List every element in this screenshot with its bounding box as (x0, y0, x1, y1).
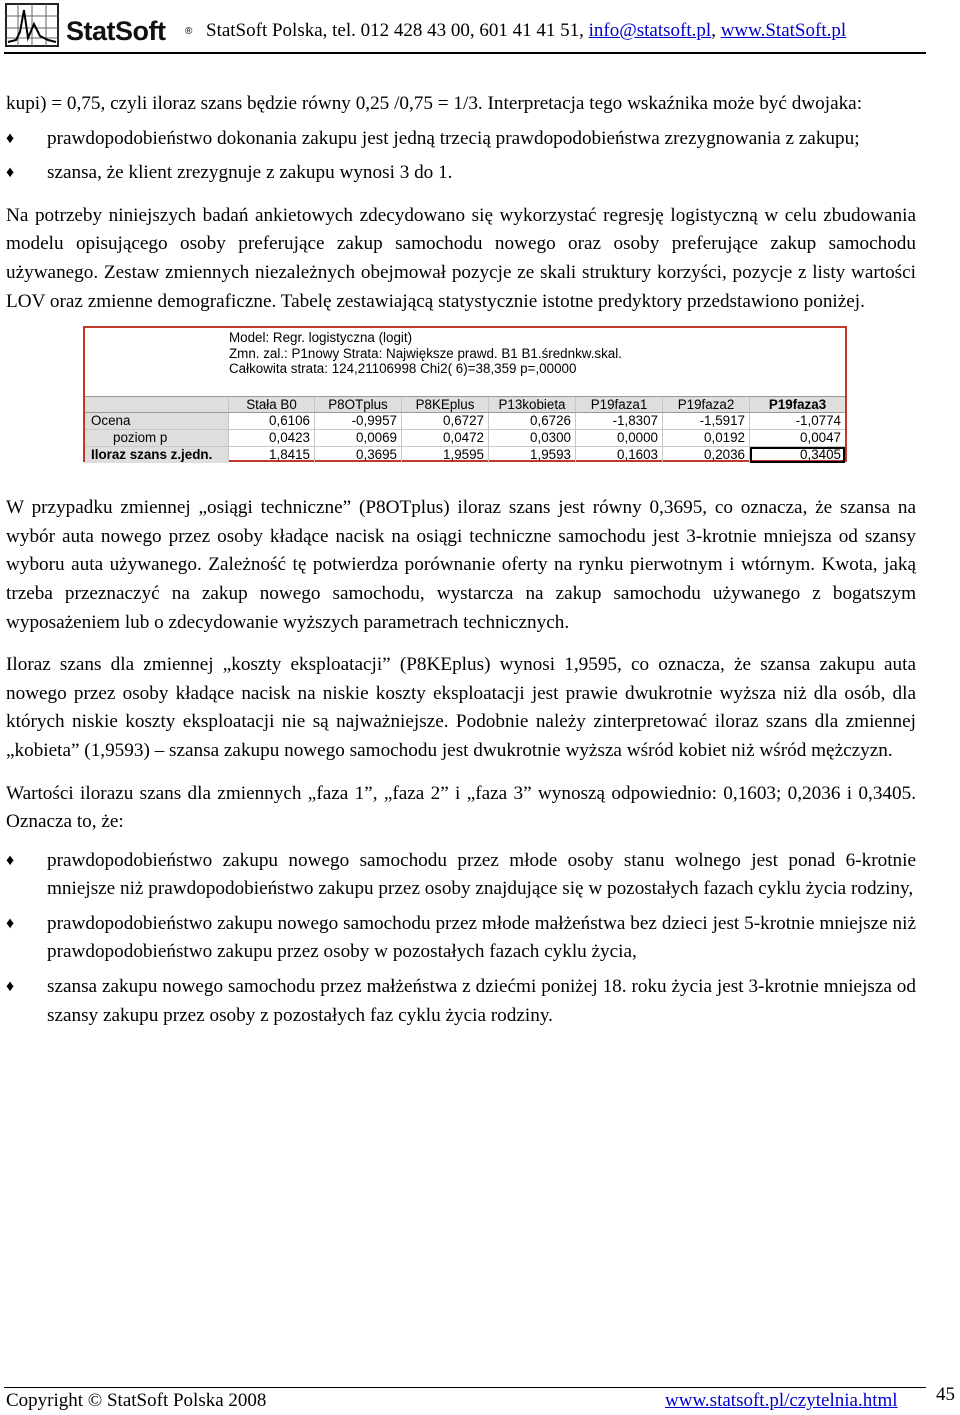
results-table-wrap (6, 326, 916, 463)
column-header: P19faza3 (768, 397, 827, 413)
paragraph-p8otplus: W przypadku zmiennej „osiągi techniczne” (P8OTplus) iloraz szans jest równy 0,3695, co oznacza, że szansa na wybór auta nowego przez osoby kładące nacisk na osiągi techniczne samochodu jest 3-krotnie mniejsza od szansy wyboru auta używanego. Zależność tę potwierdza porównanie oferty na rynku pierwotnym i wtórnym. Kwota, jaką trzeba przeznaczyć na zakup nowego samochodu, wystarcza na zakup samochodu używanego z bogatszym wyposażeniem lub o zdecydowanie wyższych parametrach technicznych. (6, 497, 916, 633)
results-table (83, 326, 847, 462)
list-item (6, 910, 916, 967)
table-cell: -0,9957 (315, 413, 402, 429)
table-cell: 0,2036 (663, 447, 750, 463)
list-item (6, 847, 916, 904)
table-cell: 0,0047 (800, 430, 841, 446)
table-cell: -1,5917 (663, 413, 750, 429)
copyright: Copyright © StatSoft Polska 2008 (6, 1390, 267, 1411)
column-header (85, 397, 229, 412)
table-cell: 1,9593 (489, 447, 576, 463)
table-row (85, 413, 845, 430)
list-item (6, 973, 916, 1030)
model-info (85, 328, 845, 396)
table-cell: 0,6727 (402, 413, 489, 429)
footer-link[interactable]: www.statsoft.pl/czytelnia.html (665, 1390, 898, 1411)
column-header: P19faza2 (663, 397, 750, 412)
table-cell: 1,8415 (229, 447, 315, 463)
statsoft-logo (4, 2, 194, 48)
paragraph-intro: kupi) = 0,75, czyli iloraz szans będzie równy 0,25 /0,75 = 1/3. Interpretacja tego wskaźnika może być dwojaka: (6, 93, 863, 114)
model-line: Całkowita strata: 124,21106998 Chi2( 6)=38,359 p=,00000 (229, 361, 577, 377)
model-line: Zmn. zal.: P1nowy Strata: Największe prawd. B1 B1.średnkw.skal. (229, 345, 622, 361)
column-header: P8OTplus (315, 397, 402, 412)
registered-mark: ® (185, 26, 193, 37)
bullet-diamond-icon: ♦ (6, 914, 15, 932)
table-row (85, 447, 845, 463)
header-contact (206, 20, 846, 42)
email-link[interactable]: info@statsoft.pl (588, 20, 712, 41)
column-header: P19faza1 (576, 397, 663, 412)
column-header: P8KEplus (402, 397, 489, 412)
table-cell: -1,0774 (795, 413, 841, 429)
paragraph-p8keplus: Iloraz szans dla zmiennej „koszty eksploatacji” (P8KEplus) wynosi 1,9595, co oznacza, że szansa zakupu auta nowego przez osoby kładące nacisk na niskie koszty eksploatacji jest prawie dwukrotnie wyższa niż dla osób, dla których niskie koszty eksploatacji nie są najważniejsze. Podobnie należy zinterpretować iloraz szans dla zmiennej „kobieta” (1,9593) – szansa zakupu nowego samochodu jest dwukrotnie wyższa wśród kobiet niż wśród mężczyzn. (6, 654, 916, 761)
list-item (6, 125, 916, 154)
table-cell: 0,0000 (576, 430, 663, 446)
table-cell: 0,0472 (402, 430, 489, 446)
logo-text: StatSoft (66, 16, 166, 46)
paragraph-phases: Wartości ilorazu szans dla zmiennych „faza 1”, „faza 2” i „faza 3” wynoszą odpowiednio: 0,1603; 0,2036 i 0,3405. Oznacza to, że: (6, 782, 916, 833)
selected-table-cell[interactable]: 0,3405 (750, 447, 845, 463)
row-label: Iloraz szans z.jedn. (85, 447, 229, 463)
bullet-diamond-icon: ♦ (6, 978, 15, 996)
column-header: P13kobieta (489, 397, 576, 412)
bullet-diamond-icon: ♦ (6, 129, 15, 147)
header-rule (4, 52, 926, 54)
bullet-diamond-icon: ♦ (6, 164, 15, 182)
table-cell: 0,3695 (315, 447, 402, 463)
bullet-text: prawdopodobieństwo zakupu nowego samochodu przez młode małżeństwa bez dzieci jest 5-krotnie mniejsze niż prawdopodobieństwo zakupu przez osoby w pozostałych fazach cyklu życia, (47, 912, 916, 963)
row-label: Ocena (85, 413, 229, 429)
table-cell: -1,8307 (576, 413, 663, 429)
footer-rule (4, 1387, 926, 1388)
table-cell: 1,9595 (402, 447, 489, 463)
column-header: Stała B0 (229, 397, 315, 412)
page-header (0, 0, 960, 62)
model-line: Model: Regr. logistyczna (logit) (229, 330, 413, 346)
website-link[interactable]: www.StatSoft.pl (720, 20, 847, 41)
bullet-text: prawdopodobieństwo dokonania zakupu jest jedną trzecią prawdopodobieństwa zrezygnowania z zakupu; (47, 127, 860, 149)
page-number: 45 (936, 1384, 955, 1405)
table-cell: 0,1603 (576, 447, 663, 463)
table-cell: 0,0300 (489, 430, 576, 446)
table-header-row (85, 396, 845, 413)
table-cell: 0,6726 (489, 413, 576, 429)
bullet-text: szansa, że klient zrezygnuje z zakupu wynosi 3 do 1. (47, 162, 453, 184)
bullet-text: szansa zakupu nowego samochodu przez małżeństwa z dziećmi poniżej 18. roku życia jest 3-krotnie mniejsza od szansy zakupu przez osoby z pozostałych faz cyklu życia rodziny. (47, 976, 916, 1026)
row-label: poziom p (85, 430, 229, 446)
table-row (85, 430, 845, 447)
contact-separator: , (711, 20, 721, 41)
bullet-diamond-icon: ♦ (6, 851, 15, 869)
list-item (6, 159, 916, 188)
table-cell: 0,0423 (229, 430, 315, 446)
contact-prefix: StatSoft Polska, tel. 012 428 43 00, 601 41 41 51, (206, 20, 589, 41)
logo-graph-icon (4, 2, 64, 48)
table-cell: 0,0069 (315, 430, 402, 446)
page-content (6, 90, 916, 1036)
paragraph-method: Na potrzeby niniejszych badań ankietowych zdecydowano się wykorzystać regresję logistyczną w celu zbudowania modelu opisującego osoby preferujące zakup samochodu nowego oraz osoby preferujące zakup samochodu używanego. Zestaw zmiennych niezależnych obejmował pozycje ze skali struktury korzyści, pozycje z listy wartości LOV oraz zmienne demograficzne. Tabelę zestawiającą statystycznie istotne predyktory przedstawiono poniżej. (6, 204, 916, 312)
table-cell: 0,6106 (229, 413, 315, 429)
bullet-text: prawdopodobieństwo zakupu nowego samochodu przez młode osoby stanu wolnego jest ponad 6-krotnie mniejsze niż prawdopodobieństwo zakupu przez osoby znajdujące się w pozostałych fazach cyklu życia rodziny, (47, 849, 916, 900)
table-cell: 0,0192 (663, 430, 750, 446)
